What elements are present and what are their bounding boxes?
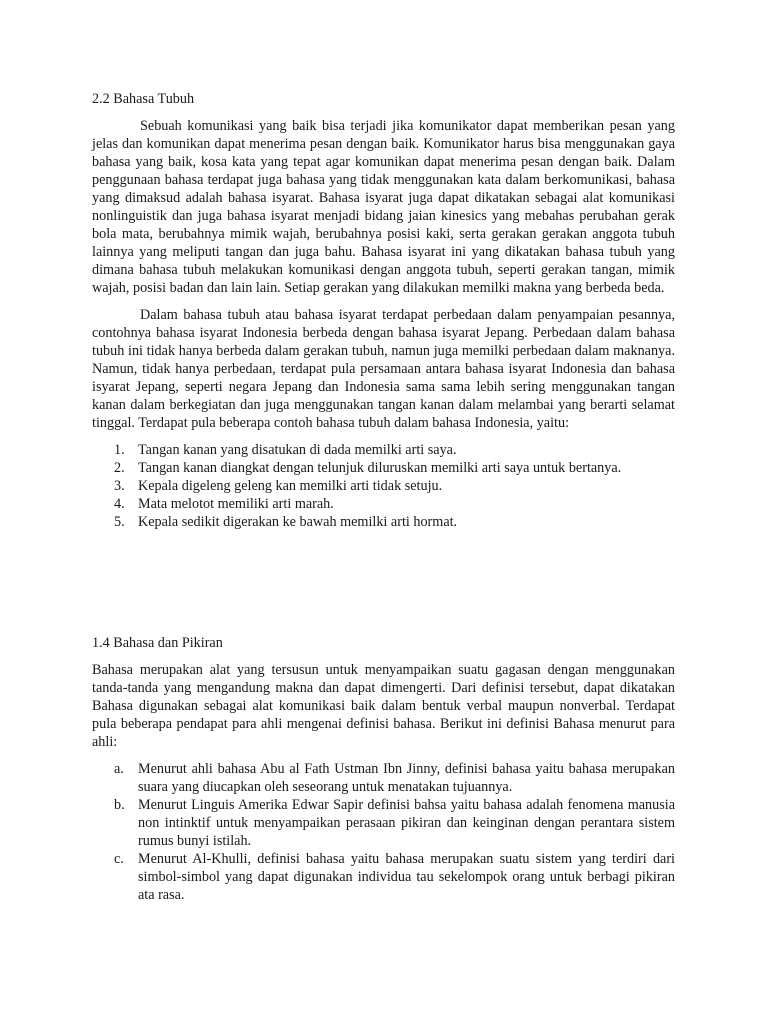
list-item-text: Kepala sedikit digerakan ke bawah memilki arti hormat. <box>138 514 458 530</box>
list-item <box>92 796 675 850</box>
list-item-text: Mata melotot memiliki arti marah. <box>138 496 334 512</box>
list-marker: b. <box>114 797 125 813</box>
list-marker: 1. <box>114 442 125 458</box>
list-marker: 2. <box>114 460 125 476</box>
list-item <box>92 850 675 904</box>
list-marker: a. <box>114 761 124 777</box>
paragraph: Dalam bahasa tubuh atau bahasa isyarat terdapat perbedaan dalam penyampaian pesannya, contohnya bahasa isyarat Indonesia berbeda dengan bahasa isyarat Jepang. Perbedaan dalam bahasa tubuh ini tidak hanya berbeda dalam gerakan tubuh, namun juga memilki perbedaan dalam maknanya. Namun, tidak hanya perbedaan, terdapat pula persamaan antara bahasa isyarat Indonesia dan bahasa isyarat Jepang, seperti negara Jepang dan Indonesia sama sama lebih sering menggunakan tangan kanan dalam berkegiatan dan juga menggunakan tangan kanan dalam melambai yang berarti selamat tinggal. Terdapat pula beberapa contoh bahasa tubuh dalam bahasa Indonesia, yaitu: <box>92 307 675 431</box>
lettered-list <box>92 760 675 904</box>
list-item-text: Kepala digeleng geleng kan memilki arti tidak setuju. <box>138 478 443 494</box>
list-item <box>92 477 675 495</box>
paragraph: Sebuah komunikasi yang baik bisa terjadi jika komunikator dapat memberikan pesan yang jelas dan komunikan dapat menerima pesan dengan baik. Komunikator harus bisa menggunakan gaya bahasa yang baik, kosa kata yang tepat agar komunikan dapat menerima pesan dengan baik. Dalam penggunaan bahasa terdapat juga bahasa yang tidak menggunakan kata dalam berkomunikasi, bahasa yang dimaksud adalah bahasa isyarat. Bahasa isyarat juga dapat dikatakan sebagai alat komunikasi nonlinguistik dan juga bahasa isyarat menjadi bidang jaian kinesics yang mebahas perubahan gerak bola mata, berubahnya mimik wajah, berubahnya posisi kaki, serta gerakan gerakan anggota tubuh lainnya yang meliputi tangan dan juga bahu. Bahasa isyarat ini yang dikatakan bahasa tubuh yang dimana bahasa tubuh melakukan komunikasi dengan anggota tubuh, seperti gerakan tangan, mimik wajah, posisi badan dan lain lain. Setiap gerakan yang dilakukan memilki makna yang berbeda beda. <box>92 118 675 296</box>
section-bahasa-dan-pikiran <box>92 634 675 904</box>
paragraph: Bahasa merupakan alat yang tersusun untuk menyampaikan suatu gagasan dengan menggunakan tanda-tanda yang mengandung makna dan dapat dimengerti. Dari definisi tersebut, dapat dikatakan Bahasa digunakan sebagai alat komunikasi baik dalam bentuk verbal maupun nonverbal. Terdapat pula beberapa pendapat para ahli mengenai definisi bahasa. Berikut ini definisi Bahasa menurut para ahli: <box>92 662 675 750</box>
list-item-text: Menurut Linguis Amerika Edwar Sapir definisi bahsa yaitu bahasa adalah fenomena manusia non intinktif untuk menyampaikan perasaan pikiran dan keinginan dengan perantara sistem rumus bunyi istilah. <box>138 797 675 849</box>
list-item-text: Menurut Al-Khulli, definisi bahasa yaitu bahasa merupakan suatu sistem yang terdiri dari simbol-simbol yang dapat digunakan individua tau sekelompok orang untuk berbagi pikiran ata rasa. <box>138 851 675 903</box>
list-item-text: Menurut ahli bahasa Abu al Fath Ustman Ibn Jinny, definisi bahasa yaitu bahasa merupakan suara yang diucapkan oleh seseorang untuk menatakan tujuannya. <box>138 761 675 795</box>
section-heading: 1.4 Bahasa dan Pikiran <box>92 635 223 651</box>
list-marker: 3. <box>114 478 125 494</box>
list-marker: c. <box>114 851 124 867</box>
list-item <box>92 513 675 531</box>
list-marker: 4. <box>114 496 125 512</box>
list-item <box>92 760 675 796</box>
section-heading: 2.2 Bahasa Tubuh <box>92 91 195 107</box>
section-bahasa-tubuh <box>92 90 675 531</box>
list-item <box>92 495 675 513</box>
list-item <box>92 459 675 477</box>
list-item-text: Tangan kanan diangkat dengan telunjuk diluruskan memilki arti saya untuk bertanya. <box>138 460 622 476</box>
list-item <box>92 441 675 459</box>
list-item-text: Tangan kanan yang disatukan di dada memilki arti saya. <box>138 442 457 458</box>
numbered-list <box>92 441 675 531</box>
list-marker: 5. <box>114 514 125 530</box>
